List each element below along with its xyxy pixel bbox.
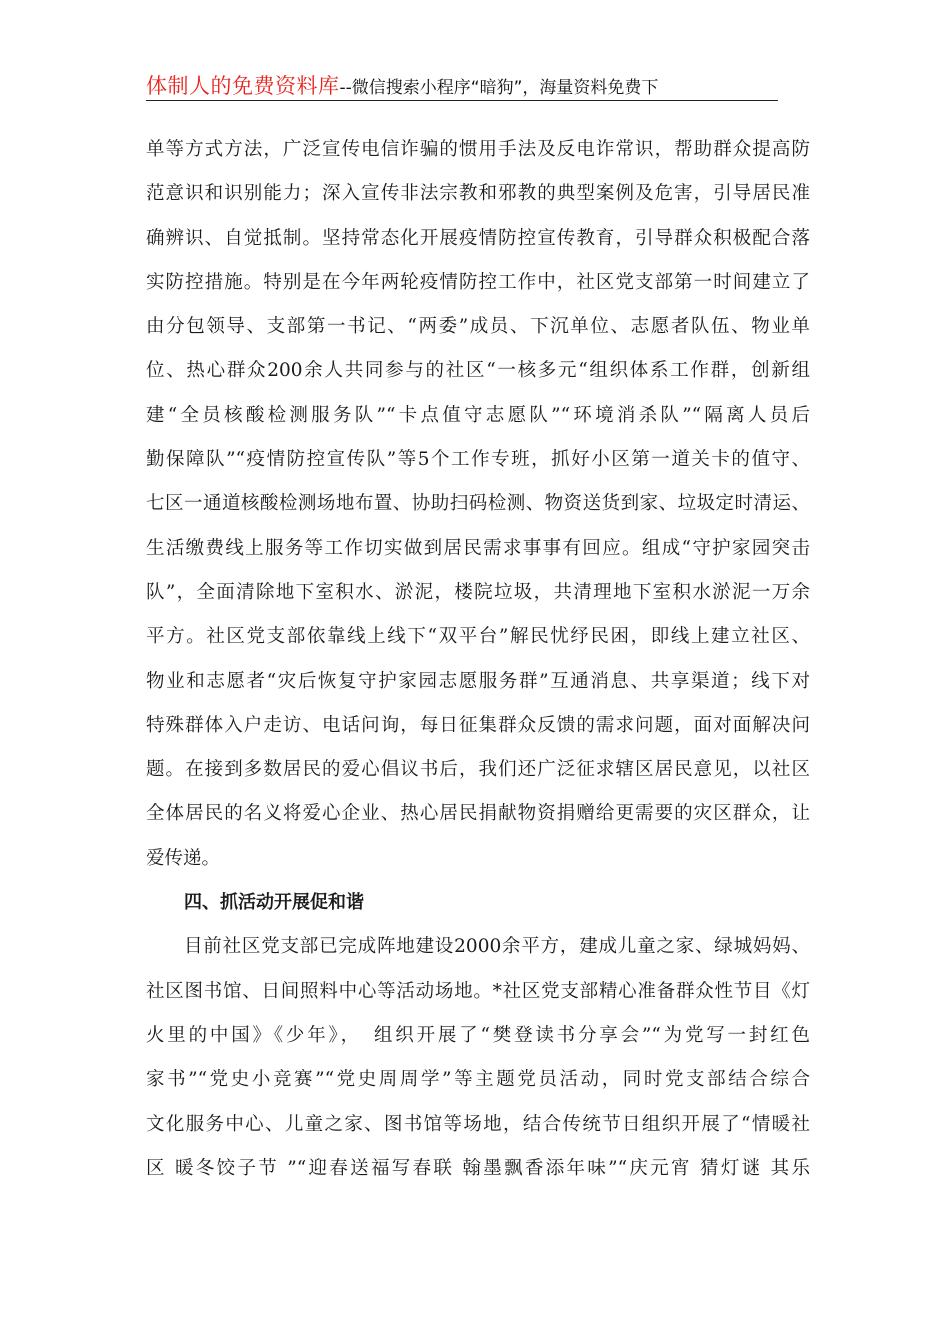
text-line: 生活缴费线上服务等工作切实做到居民需求事事有回应。组成“守护家园突击	[146, 537, 810, 559]
text-line: 建“全员核酸检测服务队”“卡点值守志愿队”“环境消杀队”“隔离人员后	[146, 404, 810, 426]
text-line: 题。在接到多数居民的爱心倡议书后，我们还广泛征求辖区居民意见，以社区	[146, 759, 810, 781]
text-line: 勤保障队”“疫情防控宣传队”等5个工作专班，抓好小区第一道关卡的值守、	[146, 449, 810, 471]
text-line: 火里的中国》《少年》， 组织开展了“樊登读书分享会”“为党写一封红色	[146, 1024, 810, 1046]
paragraph-1	[146, 128, 810, 881]
text-line: 全体居民的名义将爱心企业、热心居民捐献物资捐赠给更需要的灾区群众，让	[146, 803, 810, 825]
page-header	[146, 70, 778, 101]
text-line: 由分包领导、支部第一书记、“两委”成员、下沉单位、志愿者队伍、物业单	[146, 316, 810, 338]
paragraph-2	[146, 925, 810, 1191]
text-line: 实防控措施。特别是在今年两轮疫情防控工作中，社区党支部第一时间建立了	[146, 271, 810, 293]
text-line: 家书”“党史小竞赛”“党史周周学”等主题党员活动，同时党支部结合综合	[146, 1069, 810, 1091]
text-line: 特殊群体入户走访、电话问询，每日征集群众反馈的需求问题，面对面解决问	[146, 714, 810, 736]
header-brand: 体制人的免费资料库	[146, 74, 340, 98]
text-line: 区 暖冬饺子节 ”“迎春送福写春联 翰墨飘香添年味”“庆元宵 猜灯谜 其乐	[146, 1157, 810, 1179]
header-subtitle: --微信搜索小程序“暗狗”，海量资料免费下	[339, 78, 659, 98]
text-line: 七区一通道核酸检测场地布置、协助扫码检测、物资送货到家、垃圾定时清运、	[146, 493, 810, 515]
text-line: 确辨识、自觉抵制。坚持常态化开展疫情防控宣传教育，引导群众积极配合落	[146, 227, 810, 249]
text-line: 范意识和识别能力；深入宣传非法宗教和邪教的典型案例及危害，引导居民准	[146, 183, 810, 205]
text-line: 爱传递。	[146, 847, 221, 869]
section-heading: 四、抓活动开展促和谐	[184, 892, 364, 914]
text-line: 单等方式方法，广泛宣传电信诈骗的惯用手法及反电诈常识，帮助群众提高防	[146, 139, 810, 160]
document-body	[146, 128, 810, 1191]
text-line: 位、热心群众200余人共同参与的社区“一核多元“组织体系工作群，创新组	[146, 360, 810, 382]
text-line: 社区图书馆、日间照料中心等活动场地。*社区党支部精心准备群众性节目《灯	[146, 980, 810, 1002]
text-line: 物业和志愿者“灾后恢复守护家园志愿服务群”互通消息、共享渠道；线下对	[146, 670, 810, 692]
text-line: 平方。社区党支部依靠线上线下“双平台”解民忧纾民困，即线上建立社区、	[146, 626, 810, 648]
text-line: 文化服务中心、儿童之家、图书馆等场地，结合传统节日组织开展了“情暖社	[146, 1113, 810, 1135]
text-line: 队”，全面清除地下室积水、淤泥，楼院垃圾，共清理地下室积水淤泥一万余	[146, 581, 810, 603]
text-line: 目前社区党支部已完成阵地建设2000余平方，建成儿童之家、绿城妈妈、	[184, 936, 810, 958]
